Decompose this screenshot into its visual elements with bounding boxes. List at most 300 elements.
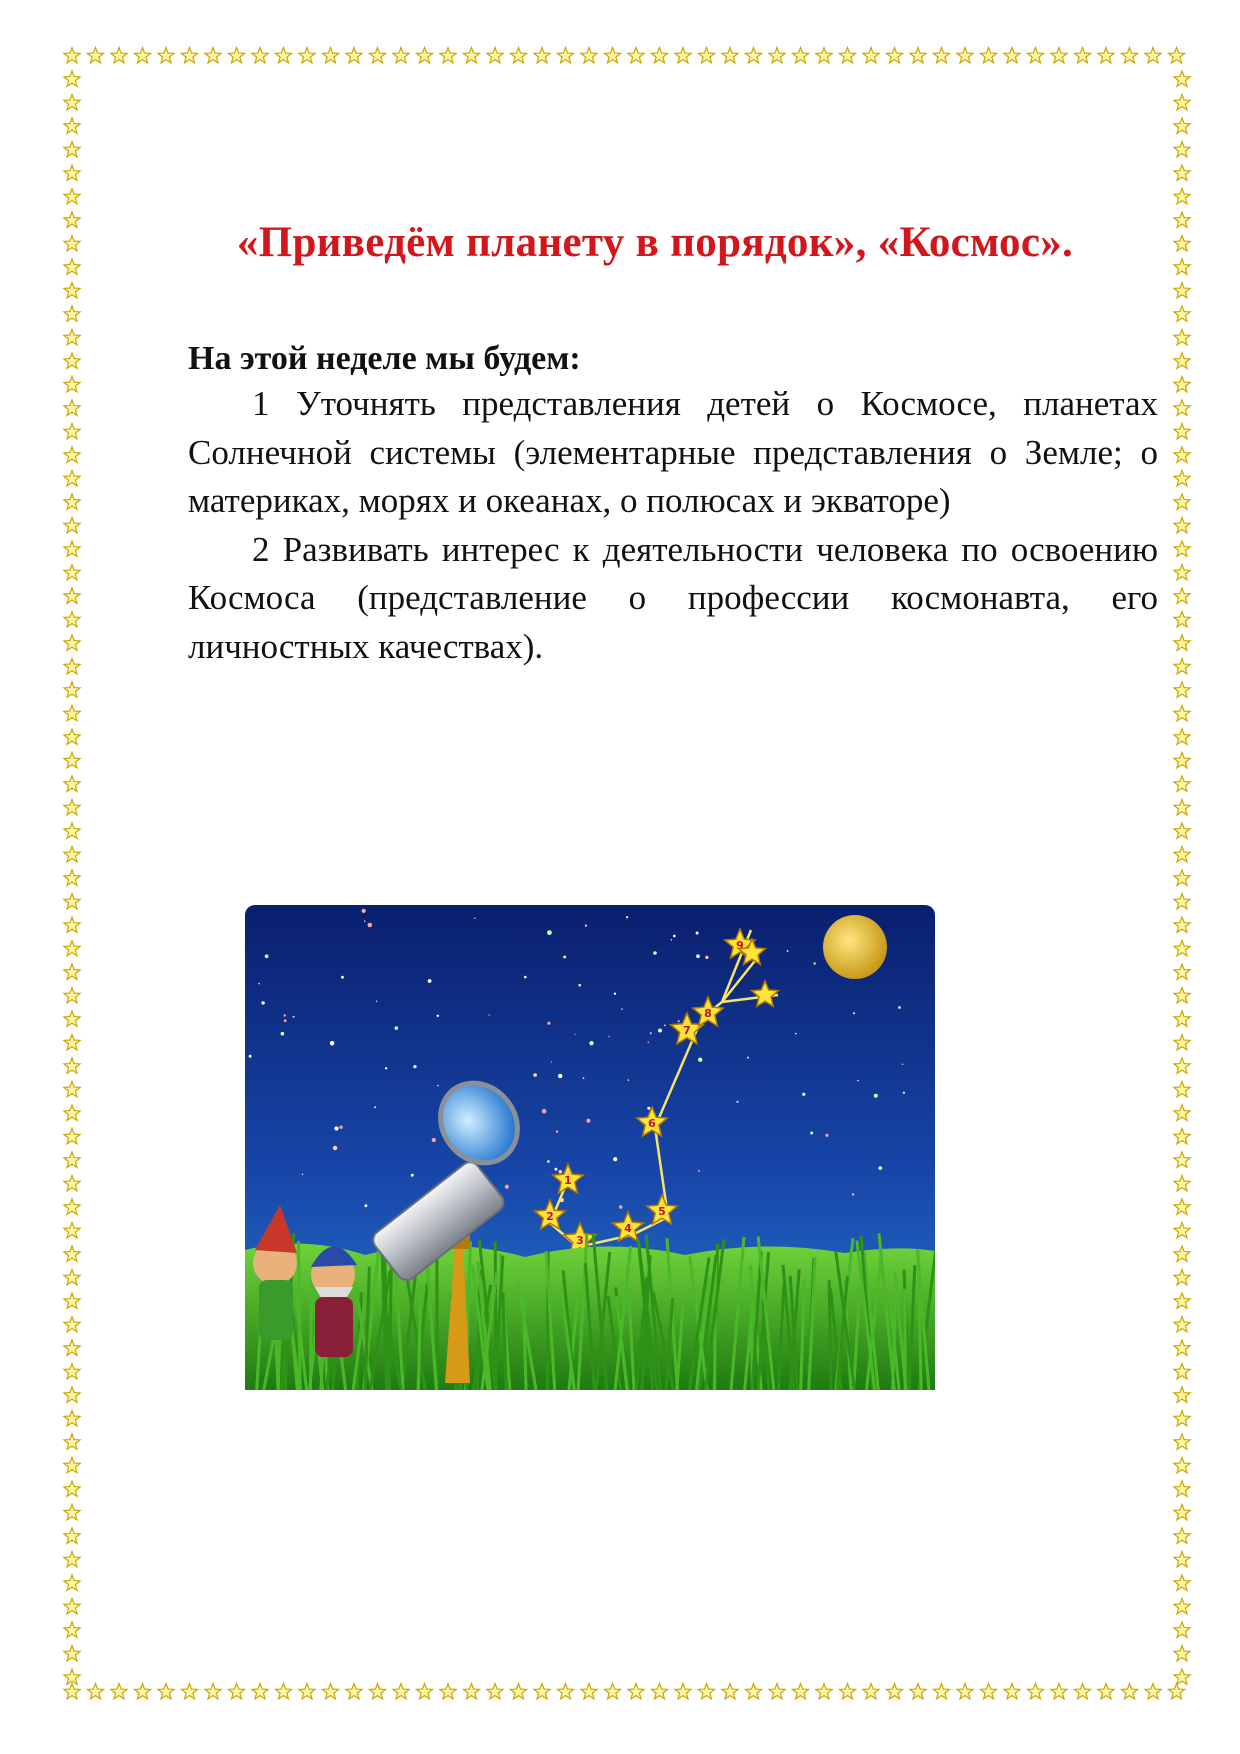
border-star-icon <box>299 1684 315 1699</box>
border-star-icon <box>792 48 808 63</box>
border-star-icon <box>1174 1293 1190 1308</box>
border-star-icon <box>64 706 80 721</box>
sky-star <box>613 1157 617 1161</box>
sky-star <box>614 993 616 995</box>
border-star-icon <box>1174 1481 1190 1496</box>
border-star-icon <box>64 1599 80 1614</box>
border-star-icon <box>64 1364 80 1379</box>
border-star-icon <box>64 588 80 603</box>
border-star-icon <box>228 1684 244 1699</box>
border-star-icon <box>1174 1622 1190 1637</box>
border-star-icon <box>1174 682 1190 697</box>
border-star-icon <box>64 1340 80 1355</box>
border-star-icon <box>87 48 103 63</box>
border-star-icon <box>64 753 80 768</box>
sky-star <box>334 1126 338 1130</box>
border-star-icon <box>252 48 268 63</box>
sky-star <box>428 979 432 983</box>
border-star-icon <box>1174 823 1190 838</box>
border-star-icon <box>64 729 80 744</box>
border-star-icon <box>369 48 385 63</box>
sky-star <box>558 1074 562 1078</box>
constellation-star-number: 5 <box>658 1205 666 1218</box>
sky-star <box>547 1160 550 1163</box>
border-star-icon <box>64 1411 80 1426</box>
border-star-icon <box>1174 1669 1190 1684</box>
border-star-icon <box>64 95 80 110</box>
sky-star <box>853 1012 855 1014</box>
constellation-star-number: 7 <box>683 1024 691 1037</box>
border-star-icon <box>510 1684 526 1699</box>
border-star-icon <box>1174 1599 1190 1614</box>
border-star-icon <box>1174 612 1190 627</box>
border-star-icon <box>675 48 691 63</box>
sky-star <box>653 951 657 955</box>
border-star-icon <box>651 48 667 63</box>
border-star-icon <box>557 1684 573 1699</box>
border-star-icon <box>64 659 80 674</box>
border-star-icon <box>64 1434 80 1449</box>
sky-star <box>813 962 815 964</box>
sky-star <box>874 1094 878 1098</box>
border-star-icon <box>1174 1387 1190 1402</box>
border-star-icon <box>675 1684 691 1699</box>
border-star-icon <box>64 424 80 439</box>
border-star-icon <box>64 1505 80 1520</box>
sky-star <box>705 956 708 959</box>
border-star-icon <box>64 964 80 979</box>
border-star-icon <box>1174 1058 1190 1073</box>
border-star-icon <box>64 1458 80 1473</box>
border-star-icon <box>440 48 456 63</box>
sky-star <box>647 1107 650 1110</box>
sky-star <box>626 916 628 918</box>
border-star-icon <box>1174 1223 1190 1238</box>
border-star-icon <box>64 1082 80 1097</box>
border-star-icon <box>1174 635 1190 650</box>
border-star-icon <box>64 800 80 815</box>
border-star-icon <box>1145 48 1161 63</box>
border-star-icon <box>416 48 432 63</box>
sky-star <box>578 984 581 987</box>
border-star-icon <box>64 1622 80 1637</box>
sky-star <box>678 1020 680 1022</box>
border-star-icon <box>792 1684 808 1699</box>
sky-star <box>533 1073 537 1077</box>
border-star-icon <box>1098 1684 1114 1699</box>
border-star-icon <box>1174 1199 1190 1214</box>
border-star-icon <box>1174 988 1190 1003</box>
border-star-icon <box>1174 71 1190 86</box>
border-star-icon <box>957 48 973 63</box>
sky-star <box>696 932 699 935</box>
border-star-icon <box>64 1528 80 1543</box>
border-star-icon <box>745 1684 761 1699</box>
border-star-icon <box>933 48 949 63</box>
sky-star <box>583 1077 585 1079</box>
sky-star <box>628 1079 630 1081</box>
border-star-icon <box>1174 541 1190 556</box>
border-star-icon <box>1174 964 1190 979</box>
border-star-icon <box>1174 917 1190 932</box>
sky-star <box>374 1106 376 1108</box>
sky-star <box>696 954 700 958</box>
grass-blade <box>829 1280 831 1390</box>
border-star-icon <box>64 236 80 251</box>
sky-star <box>547 1022 550 1025</box>
border-star-icon <box>64 823 80 838</box>
border-star-icon <box>64 48 80 63</box>
border-star-icon <box>64 1199 80 1214</box>
border-star-icon <box>346 48 362 63</box>
border-star-icon <box>698 48 714 63</box>
border-star-icon <box>64 1176 80 1191</box>
border-star-icon <box>64 165 80 180</box>
sky-star <box>802 1093 805 1096</box>
border-star-icon <box>722 48 738 63</box>
border-star-icon <box>1174 447 1190 462</box>
sky-star <box>903 1092 905 1094</box>
border-star-icon <box>64 1481 80 1496</box>
border-star-icon <box>1074 48 1090 63</box>
border-star-icon <box>581 48 597 63</box>
sky-star <box>698 1058 702 1062</box>
border-star-icon <box>322 48 338 63</box>
border-star-icon <box>1174 353 1190 368</box>
border-star-icon <box>134 48 150 63</box>
border-star-icon <box>158 1684 174 1699</box>
sky-star <box>293 1016 295 1018</box>
border-star-icon <box>64 541 80 556</box>
border-star-icon <box>628 1684 644 1699</box>
sky-star <box>621 1008 623 1010</box>
sky-star <box>658 1029 662 1033</box>
border-star-icon <box>980 1684 996 1699</box>
border-star-icon <box>1174 870 1190 885</box>
border-star-icon <box>64 1105 80 1120</box>
constellation-star-number: 6 <box>648 1117 656 1130</box>
border-star-icon <box>64 988 80 1003</box>
border-star-icon <box>1174 1505 1190 1520</box>
sky-star <box>585 925 587 927</box>
border-star-icon <box>64 1223 80 1238</box>
border-star-icon <box>816 1684 832 1699</box>
border-star-icon <box>886 48 902 63</box>
sky-star <box>395 1026 399 1030</box>
sky-star <box>330 1041 335 1046</box>
border-star-icon <box>839 1684 855 1699</box>
border-star-icon <box>1174 95 1190 110</box>
border-star-icon <box>1174 236 1190 251</box>
border-star-icon <box>1174 1646 1190 1661</box>
border-star-icon <box>64 1035 80 1050</box>
border-star-icon <box>1174 800 1190 815</box>
border-star-icon <box>1174 494 1190 509</box>
border-star-icon <box>299 48 315 63</box>
border-star-icon <box>910 1684 926 1699</box>
border-star-icon <box>64 518 80 533</box>
border-star-icon <box>64 377 80 392</box>
border-star-icon <box>1174 1035 1190 1050</box>
border-star-icon <box>64 1129 80 1144</box>
border-star-icon <box>769 48 785 63</box>
border-star-icon <box>769 1684 785 1699</box>
constellation-star-number: 9 <box>736 939 744 952</box>
sky-star <box>555 1168 558 1171</box>
border-star-icon <box>1174 1152 1190 1167</box>
border-star-icon <box>64 306 80 321</box>
border-star-icon <box>1051 1684 1067 1699</box>
border-star-icon <box>322 1684 338 1699</box>
border-star-icon <box>1174 776 1190 791</box>
border-star-icon <box>534 1684 550 1699</box>
sky-star <box>365 1204 368 1207</box>
border-star-icon <box>604 1684 620 1699</box>
border-star-icon <box>1174 588 1190 603</box>
border-star-icon <box>1174 1575 1190 1590</box>
border-star-icon <box>64 1270 80 1285</box>
border-star-icon <box>64 494 80 509</box>
border-star-icon <box>1174 1364 1190 1379</box>
border-star-icon <box>64 118 80 133</box>
border-star-icon <box>64 353 80 368</box>
border-star-icon <box>957 1684 973 1699</box>
border-star-icon <box>1004 48 1020 63</box>
border-star-icon <box>252 1684 268 1699</box>
border-star-icon <box>1174 424 1190 439</box>
constellation-star-number: 2 <box>546 1210 554 1223</box>
page-title: «Приведём планету в порядок», «Космос». <box>236 219 1074 266</box>
sky-star <box>857 1080 859 1082</box>
border-star-icon <box>64 1011 80 1026</box>
border-star-icon <box>275 48 291 63</box>
border-star-icon <box>64 635 80 650</box>
border-star-icon <box>910 48 926 63</box>
border-star-icon <box>64 1684 80 1699</box>
border-star-icon <box>1174 1129 1190 1144</box>
border-star-icon <box>1174 1082 1190 1097</box>
border-star-icon <box>1174 659 1190 674</box>
border-star-icon <box>64 1058 80 1073</box>
border-star-icon <box>604 48 620 63</box>
border-star-icon <box>1174 1176 1190 1191</box>
border-star-icon <box>64 400 80 415</box>
sky-star <box>437 1085 439 1087</box>
border-star-icon <box>369 1684 385 1699</box>
border-star-icon <box>181 48 197 63</box>
border-star-icon <box>64 1317 80 1332</box>
sky-star <box>474 918 475 919</box>
border-star-icon <box>64 189 80 204</box>
border-star-icon <box>745 48 761 63</box>
border-star-icon <box>346 1684 362 1699</box>
border-star-icon <box>181 1684 197 1699</box>
border-star-icon <box>1174 565 1190 580</box>
border-star-icon <box>64 212 80 227</box>
border-star-icon <box>64 1152 80 1167</box>
constellation-star-number: 4 <box>624 1222 632 1235</box>
sky-star <box>551 1061 552 1062</box>
sky-star <box>265 954 269 958</box>
border-star-icon <box>1168 48 1184 63</box>
border-star-icon <box>1174 400 1190 415</box>
border-star-icon <box>1174 847 1190 862</box>
goal-item-2: 2 Развивать интерес к деятельности человека по освоению Космоса (представление о профессии космонавта, его личностных качествах). <box>188 529 1158 666</box>
border-star-icon <box>1174 165 1190 180</box>
sky-star <box>563 956 566 959</box>
border-star-icon <box>1174 1552 1190 1567</box>
sky-star <box>333 1146 337 1150</box>
border-star-icon <box>1174 1011 1190 1026</box>
border-star-icon <box>64 776 80 791</box>
constellation-star-number: 1 <box>564 1174 572 1187</box>
border-star-icon <box>1004 1684 1020 1699</box>
sky-star <box>505 1185 509 1189</box>
sky-star <box>302 1174 303 1175</box>
sky-star <box>825 1134 828 1137</box>
border-star-icon <box>1174 259 1190 274</box>
sky-star <box>559 1170 562 1173</box>
border-star-icon <box>1174 1105 1190 1120</box>
border-star-icon <box>1174 1528 1190 1543</box>
sky-star <box>852 1193 855 1196</box>
sky-star <box>898 1006 901 1009</box>
border-star-icon <box>1174 518 1190 533</box>
sky-star <box>368 923 373 928</box>
border-star-icon <box>64 330 80 345</box>
sky-star <box>432 1138 436 1142</box>
border-star-icon <box>64 1575 80 1590</box>
sky-star <box>586 1119 590 1123</box>
sky-star <box>376 1001 377 1002</box>
border-star-icon <box>64 1246 80 1261</box>
sky-star <box>650 1032 652 1034</box>
sky-star <box>489 1014 490 1015</box>
border-star-icon <box>64 847 80 862</box>
border-star-icon <box>1074 1684 1090 1699</box>
border-star-icon <box>1174 1317 1190 1332</box>
border-star-icon <box>487 1684 503 1699</box>
border-star-icon <box>64 283 80 298</box>
moon <box>823 915 887 979</box>
border-star-icon <box>1174 1270 1190 1285</box>
sky-star <box>524 976 527 979</box>
border-star-icon <box>64 941 80 956</box>
border-star-icon <box>487 48 503 63</box>
border-star-icon <box>228 48 244 63</box>
border-star-icon <box>1174 941 1190 956</box>
border-star-icon <box>463 1684 479 1699</box>
border-star-icon <box>440 1684 456 1699</box>
border-star-icon <box>1098 48 1114 63</box>
border-star-icon <box>863 48 879 63</box>
sky-star <box>902 1064 903 1065</box>
border-star-icon <box>416 1684 432 1699</box>
border-star-icon <box>64 894 80 909</box>
border-star-icon <box>1174 330 1190 345</box>
border-star-icon <box>1174 306 1190 321</box>
goal-item-1: 1 Уточнять представления детей о Космосе, планетах Солнечной системы (элементарные представления о Земле; о материках, морях и океанах, о полюсах и экваторе) <box>188 384 1158 520</box>
border-star-icon <box>393 48 409 63</box>
border-star-icon <box>134 1684 150 1699</box>
sky-star <box>619 1205 622 1208</box>
constellation-star-number: 8 <box>704 1007 712 1020</box>
border-star-icon <box>1174 377 1190 392</box>
border-star-icon <box>64 917 80 932</box>
border-star-icon <box>87 1684 103 1699</box>
border-star-icon <box>1051 48 1067 63</box>
sky-star <box>261 1001 264 1004</box>
sky-star <box>364 921 365 922</box>
sky-star <box>258 983 260 985</box>
border-star-icon <box>64 870 80 885</box>
border-star-icon <box>463 48 479 63</box>
border-star-icon <box>1174 471 1190 486</box>
sky-star <box>795 1033 797 1035</box>
border-star-icon <box>111 48 127 63</box>
border-star-icon <box>1174 212 1190 227</box>
border-star-icon <box>1174 189 1190 204</box>
border-star-icon <box>1174 1458 1190 1473</box>
sky-star <box>664 1025 666 1027</box>
border-star-icon <box>1174 706 1190 721</box>
border-star-icon <box>1174 753 1190 768</box>
border-star-icon <box>64 471 80 486</box>
sky-star <box>339 1126 342 1129</box>
border-star-icon <box>510 48 526 63</box>
grass-blade <box>495 1242 496 1390</box>
border-star-icon <box>534 48 550 63</box>
border-star-icon <box>1174 118 1190 133</box>
border-star-icon <box>1168 1684 1184 1699</box>
border-star-icon <box>1174 1246 1190 1261</box>
border-star-icon <box>275 1684 291 1699</box>
sky-star <box>385 1067 387 1069</box>
border-star-icon <box>698 1684 714 1699</box>
grass-blade <box>418 1284 420 1390</box>
border-star-icon <box>64 1552 80 1567</box>
border-star-icon <box>581 1684 597 1699</box>
border-star-icon <box>1145 1684 1161 1699</box>
sky-star <box>648 1042 650 1044</box>
sky-star <box>249 1055 252 1058</box>
border-star-icon <box>64 142 80 157</box>
border-star-icon <box>393 1684 409 1699</box>
border-star-icon <box>628 48 644 63</box>
border-star-icon <box>64 682 80 697</box>
intro-heading: На этой неделе мы будем: <box>188 340 581 377</box>
border-star-icon <box>205 1684 221 1699</box>
border-star-icon <box>1174 142 1190 157</box>
sky-star <box>281 1032 285 1036</box>
border-star-icon <box>863 1684 879 1699</box>
sky-star <box>284 1014 286 1016</box>
sky-star <box>589 1041 593 1045</box>
border-star-icon <box>158 48 174 63</box>
border-star-icon <box>651 1684 667 1699</box>
border-star-icon <box>1121 1684 1137 1699</box>
sky-star <box>411 1174 414 1177</box>
border-star-icon <box>1174 729 1190 744</box>
border-star-icon <box>64 1646 80 1661</box>
constellation-star-number: 3 <box>576 1234 584 1247</box>
border-star-icon <box>64 565 80 580</box>
border-star-icon <box>1174 1434 1190 1449</box>
border-star-icon <box>64 447 80 462</box>
border-star-icon <box>64 1293 80 1308</box>
border-star-icon <box>64 259 80 274</box>
border-star-icon <box>205 48 221 63</box>
